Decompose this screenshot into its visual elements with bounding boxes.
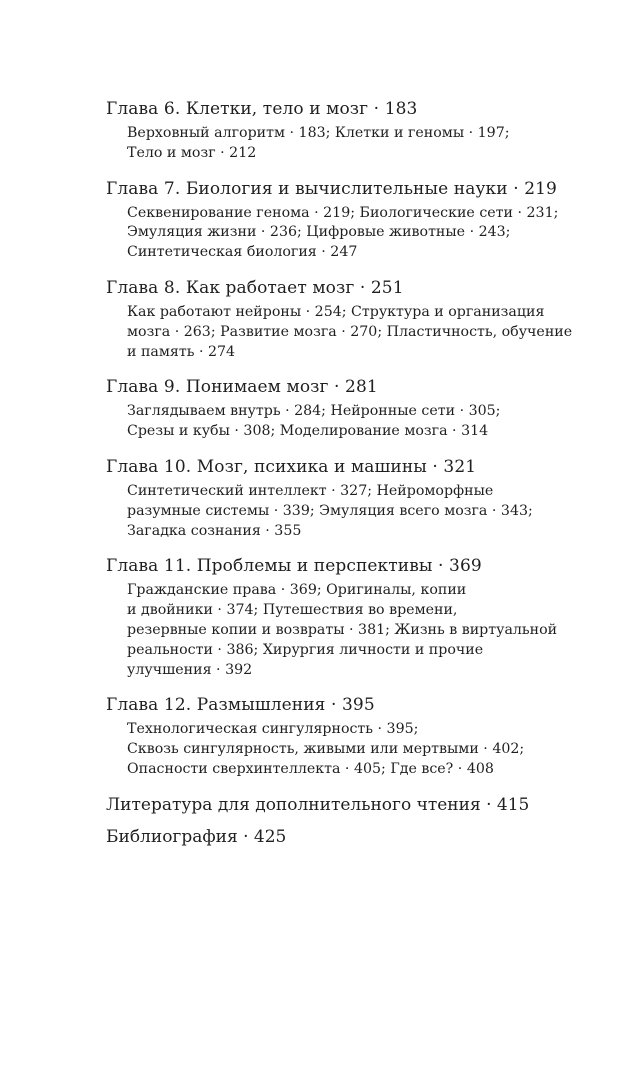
- chapter-sections: [106, 581, 566, 680]
- chapter-sections: [106, 124, 566, 164]
- chapter-7: [106, 177, 566, 263]
- section-line: Заглядываем внутрь · 284; Нейронные сети · 305;: [127, 403, 501, 420]
- section-line: резервные копии и возвраты · 381; Жизнь в виртуальной: [127, 621, 558, 638]
- section-line: мозга · 263; Развитие мозга · 270; Пластичность, обучение: [127, 323, 573, 340]
- chapter-title: Глава 9. Понимаем мозг · 281: [106, 377, 378, 398]
- chapter-title: Глава 6. Клетки, тело и мозг · 183: [106, 99, 418, 119]
- section-line: реальности · 386; Хирургия личности и прочие: [127, 641, 484, 658]
- chapter-8: [106, 276, 573, 362]
- section-line: Сквозь сингулярность, живыми или мертвыми · 402;: [127, 741, 525, 758]
- chapter-sections: [106, 204, 566, 263]
- chapter-title: Глава 12. Размышления · 395: [106, 695, 375, 716]
- section-line: улучшения · 392: [127, 661, 253, 678]
- section-line: разумные системы · 339; Эмуляция всего мозга · 343;: [127, 502, 533, 519]
- section-line: Опасности сверхинтеллекта · 405; Где все? · 408: [127, 760, 494, 777]
- chapter-12: [106, 693, 566, 779]
- section-line: Как работают нейроны · 254; Структура и организация: [127, 303, 545, 320]
- section-line: Срезы и кубы · 308; Моделирование мозга · 314: [127, 423, 489, 440]
- chapter-sections: [106, 720, 566, 779]
- section-line: Синтетическая биология · 247: [127, 244, 358, 261]
- section-line: Технологическая сингулярность · 395;: [127, 721, 419, 738]
- section-line: и двойники · 374; Путешествия во времени,: [127, 602, 458, 619]
- section-line: Тело и мозг · 212: [127, 144, 257, 161]
- further-reading-entry: Литература для дополнительного чтения · 415: [106, 794, 530, 815]
- chapter-10: [106, 455, 566, 541]
- bibliography-entry: Библиография · 425: [106, 826, 287, 847]
- chapter-sections: [106, 303, 573, 362]
- section-line: и память · 274: [127, 343, 236, 360]
- section-line: Верховный алгоритм · 183; Клетки и геномы · 197;: [127, 125, 510, 141]
- table-of-contents: [106, 97, 573, 857]
- section-line: Загадка сознания · 355: [127, 522, 302, 539]
- section-line: Эмуляция жизни · 236; Цифровые животные · 243;: [127, 224, 511, 241]
- chapter-title: Глава 8. Как работает мозг · 251: [106, 277, 404, 298]
- chapter-title: Глава 11. Проблемы и перспективы · 369: [106, 556, 482, 577]
- chapter-9: [106, 375, 566, 442]
- section-line: Секвенирование генома · 219; Биологические сети · 231;: [127, 204, 559, 221]
- chapter-title: Глава 7. Биология и вычислительные науки · 219: [106, 178, 557, 199]
- chapter-6: [106, 97, 566, 164]
- chapter-11: [106, 554, 566, 680]
- section-line: Синтетический интеллект · 327; Нейроморфные: [127, 482, 494, 499]
- chapter-sections: [106, 482, 566, 541]
- chapter-title: Глава 10. Мозг, психика и машины · 321: [106, 456, 477, 477]
- section-line: Гражданские права · 369; Оригиналы, копии: [127, 582, 467, 599]
- chapter-sections: [106, 402, 566, 442]
